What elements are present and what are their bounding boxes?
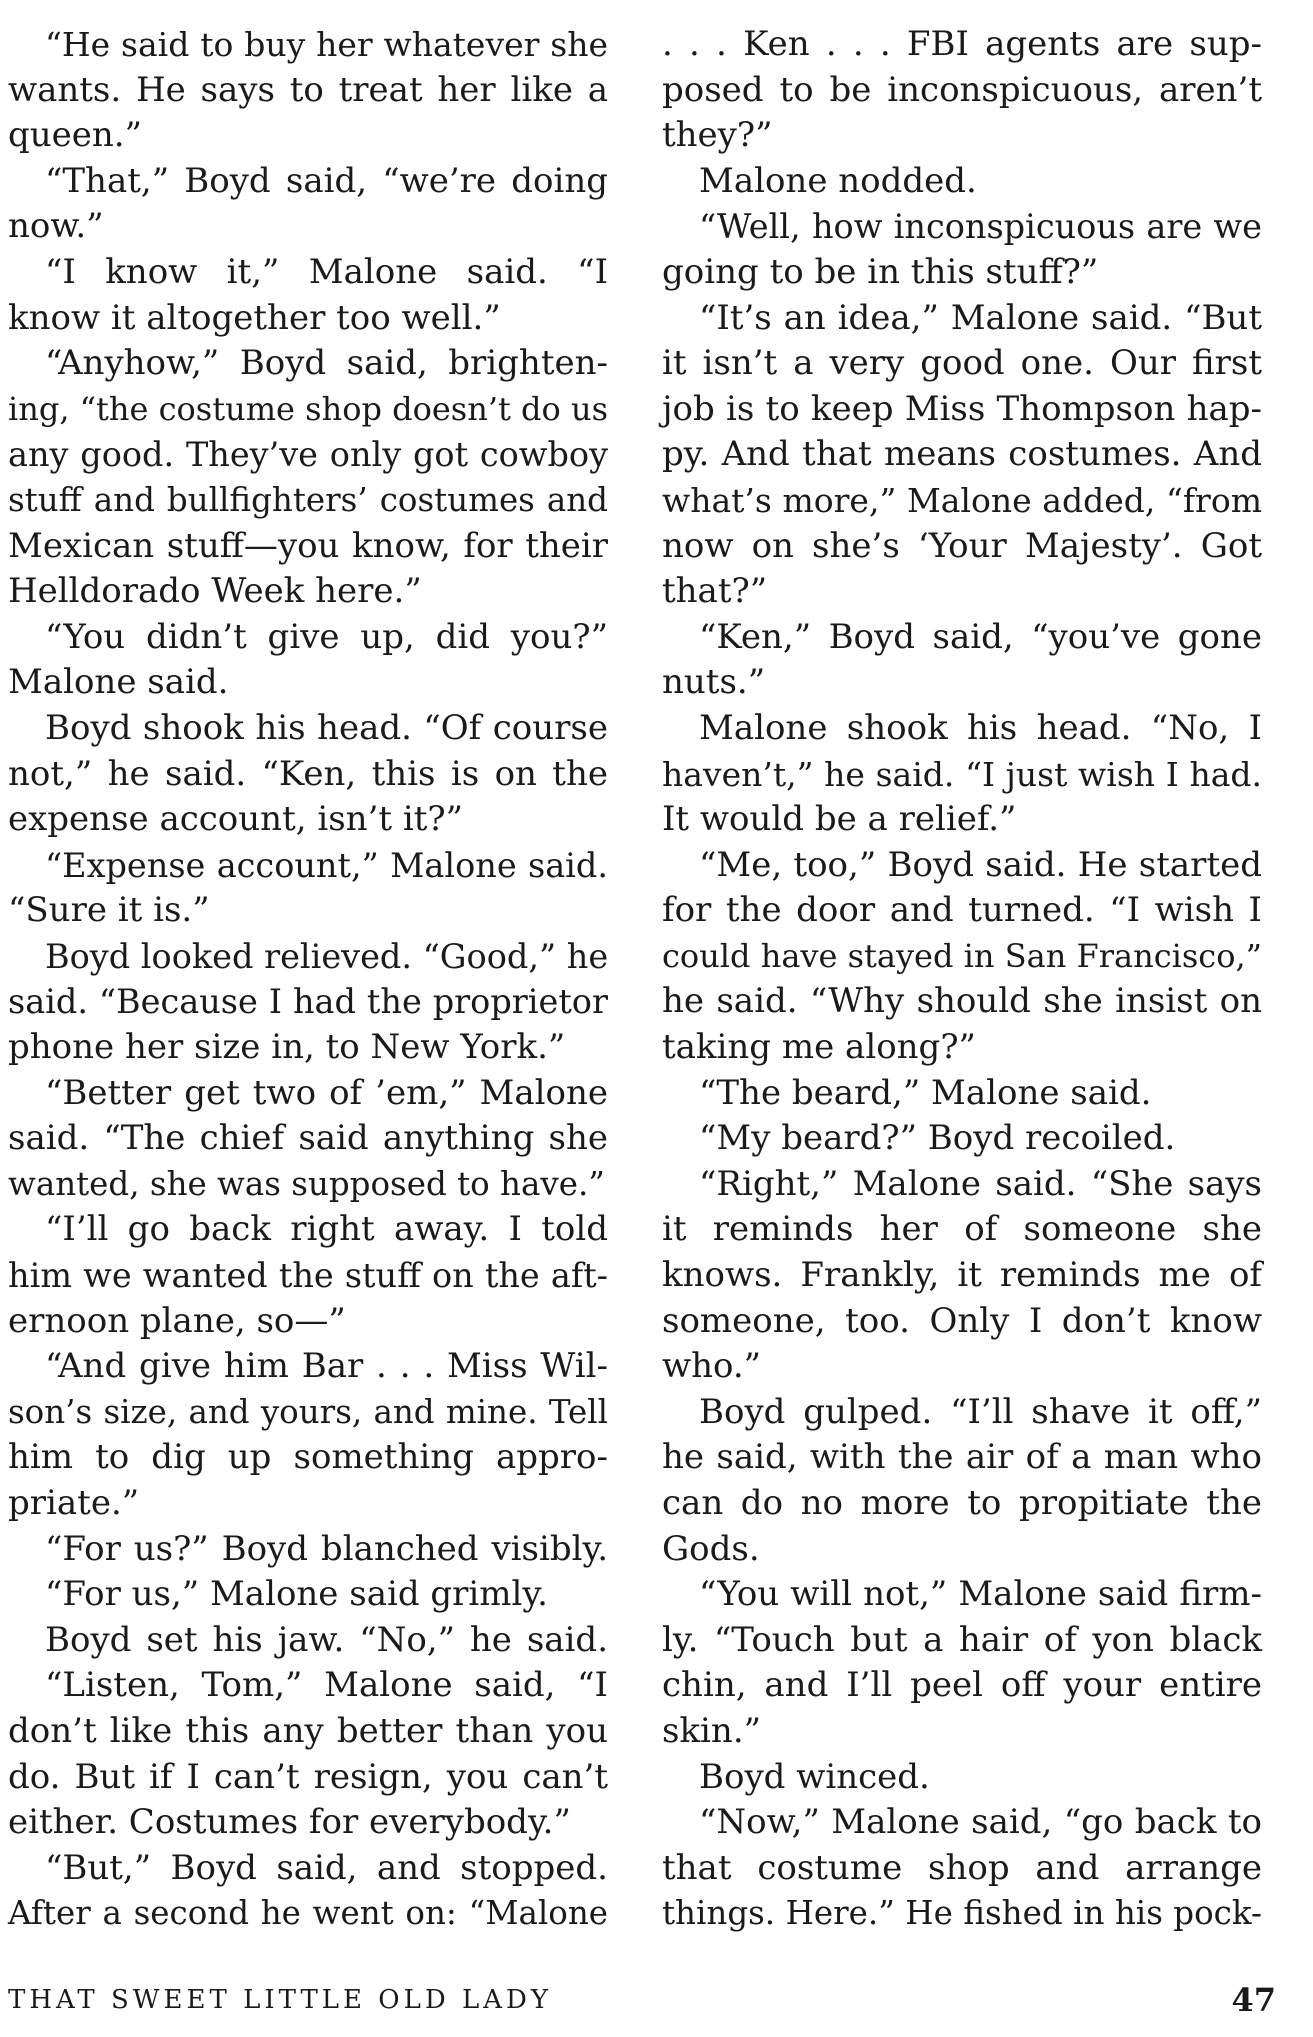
text-line: knows. Frankly, it reminds me of: [662, 1255, 1262, 1296]
text-line: son’s size, and yours, and mine. Tell: [8, 1392, 608, 1431]
text-line: “Ken,” Boyd said, “you’ve gone: [699, 616, 1262, 657]
text-line: could have stayed in San Francisco,”: [662, 936, 1262, 975]
running-head: THAT SWEET LITTLE OLD LADY: [8, 1985, 553, 2015]
text-line: him we wanted the stuff on the aft-: [8, 1256, 608, 1296]
text-line: someone, too. Only I don’t know: [662, 1300, 1262, 1341]
left-text-column: [8, 22, 608, 1937]
text-line: “For us?” Boyd blanched visibly.: [45, 1528, 608, 1569]
text-line: do. But if I can’t resign, you can’t: [8, 1756, 608, 1797]
text-line: priate.”: [8, 1483, 140, 1523]
text-line: Mexican stuff—you know, for their: [8, 525, 608, 566]
text-line: said. “The chief said anything she: [8, 1118, 608, 1159]
text-line: wants. He says to treat her like a: [8, 69, 608, 110]
text-line: said. “Because I had the proprietor: [8, 982, 608, 1022]
text-line: “Right,” Malone said. “She says: [699, 1163, 1262, 1204]
text-line: py. And that means costumes. And: [662, 434, 1262, 475]
text-line: Malone shook his head. “No, I: [699, 707, 1262, 748]
text-line: “It’s an idea,” Malone said. “But: [699, 297, 1262, 338]
text-line: ing, “the costume shop doesn’t do us: [8, 389, 608, 428]
text-line: wanted, she was supposed to have.”: [8, 1164, 605, 1203]
text-line: posed to be inconspicuous, aren’t: [662, 69, 1262, 110]
text-line: “I know it,” Malone said. “I: [45, 251, 608, 292]
text-line: “I’ll go back right away. I told: [45, 1209, 608, 1250]
text-line: “Expense account,” Malone said.: [45, 845, 608, 885]
text-line: Malone said.: [8, 662, 229, 703]
text-line: him to dig up something appro-: [8, 1437, 608, 1478]
text-line: don’t like this any better than you: [8, 1710, 608, 1751]
text-line: that?”: [662, 571, 768, 612]
text-line: “Listen, Tom,” Malone said, “I: [45, 1665, 608, 1706]
text-line: “Anyhow,” Boyd said, brighten-: [45, 343, 608, 384]
text-line: taking me along?”: [662, 1027, 976, 1068]
text-line: “Sure it is.”: [8, 890, 210, 931]
text-line: they?”: [662, 115, 773, 156]
text-line: now on she’s ‘Your Majesty’. Got: [662, 525, 1262, 566]
text-line: can do no more to propitiate the: [662, 1483, 1262, 1523]
text-line: queen.”: [8, 115, 142, 156]
text-line: Malone nodded.: [699, 160, 977, 201]
text-line: it isn’t a very good one. Our first: [662, 343, 1262, 384]
text-line: skin.”: [662, 1710, 762, 1751]
text-line: things. Here.” He fished in his pock-: [662, 1894, 1262, 1933]
page-footer: [8, 1981, 1276, 2025]
text-line: that costume shop and arrange: [662, 1847, 1262, 1888]
text-line: it reminds her of someone she: [662, 1209, 1262, 1250]
text-line: “For us,” Malone said grimly.: [45, 1574, 548, 1615]
text-line: “You didn’t give up, did you?”: [45, 616, 608, 657]
text-line: going to be in this stuff?”: [662, 251, 1099, 292]
text-line: who.”: [662, 1346, 762, 1387]
text-line: After a second he went on: “Malone: [8, 1894, 608, 1933]
text-line: Helldorado Week here.”: [8, 571, 422, 612]
page-number: 47: [1231, 1981, 1276, 2019]
text-line: haven’t,” he said. “I just wish I had.: [662, 754, 1262, 794]
text-line: Gods.: [662, 1528, 760, 1569]
text-line: any good. They’ve only got cowboy: [8, 435, 608, 475]
text-line: “My beard?” Boyd recoiled.: [699, 1118, 1176, 1159]
text-line: what’s more,” Malone added, “from: [662, 480, 1262, 520]
text-line: ly. “Touch but a hair of yon black: [662, 1619, 1262, 1660]
text-line: “And give him Bar . . . Miss Wil-: [45, 1346, 608, 1387]
text-line: he said, with the air of a man who: [662, 1437, 1262, 1478]
text-line: Boyd looked relieved. “Good,” he: [45, 936, 609, 976]
text-line: “Me, too,” Boyd said. He started: [699, 844, 1262, 885]
text-line: Boyd set his jaw. “No,” he said.: [45, 1619, 608, 1660]
text-line: know it altogether too well.”: [8, 297, 501, 338]
text-line: “The beard,” Malone said.: [699, 1072, 1152, 1113]
text-line: expense account, isn’t it?”: [8, 799, 463, 840]
text-line: “But,” Boyd said, and stopped.: [45, 1847, 608, 1888]
text-line: now.”: [8, 206, 104, 247]
text-line: for the door and turned. “I wish I: [662, 890, 1262, 931]
text-line: ernoon plane, so—”: [8, 1300, 346, 1341]
text-line: . . . Ken . . . FBI agents are sup-: [662, 24, 1262, 64]
text-line: either. Costumes for everybody.”: [8, 1802, 571, 1843]
text-line: stuff and bullfighters’ costumes and: [8, 480, 608, 519]
text-line: not,” he said. “Ken, this is on the: [8, 753, 608, 794]
text-line: job is to keep Miss Thompson hap-: [662, 388, 1262, 429]
text-line: “That,” Boyd said, “we’re doing: [45, 160, 608, 201]
text-line: “Well, how inconspicuous are we: [699, 207, 1262, 247]
text-line: phone her size in, to New York.”: [8, 1027, 566, 1068]
text-line: “He said to buy her whatever she: [45, 25, 608, 64]
text-line: “You will not,” Malone said firm-: [699, 1574, 1262, 1615]
text-line: “Now,” Malone said, “go back to: [699, 1802, 1262, 1843]
right-text-column: [662, 22, 1262, 1937]
text-line: It would be a relief.”: [662, 799, 1017, 840]
text-line: chin, and I’ll peel off your entire: [662, 1665, 1262, 1706]
text-line: nuts.”: [662, 662, 766, 703]
text-line: Boyd winced.: [699, 1756, 930, 1797]
text-line: Boyd shook his head. “Of course: [45, 707, 608, 748]
text-line: “Better get two of ’em,” Malone: [45, 1072, 608, 1113]
text-line: Boyd gulped. “I’ll shave it off,”: [699, 1391, 1262, 1432]
text-line: he said. “Why should she insist on: [662, 981, 1262, 1022]
